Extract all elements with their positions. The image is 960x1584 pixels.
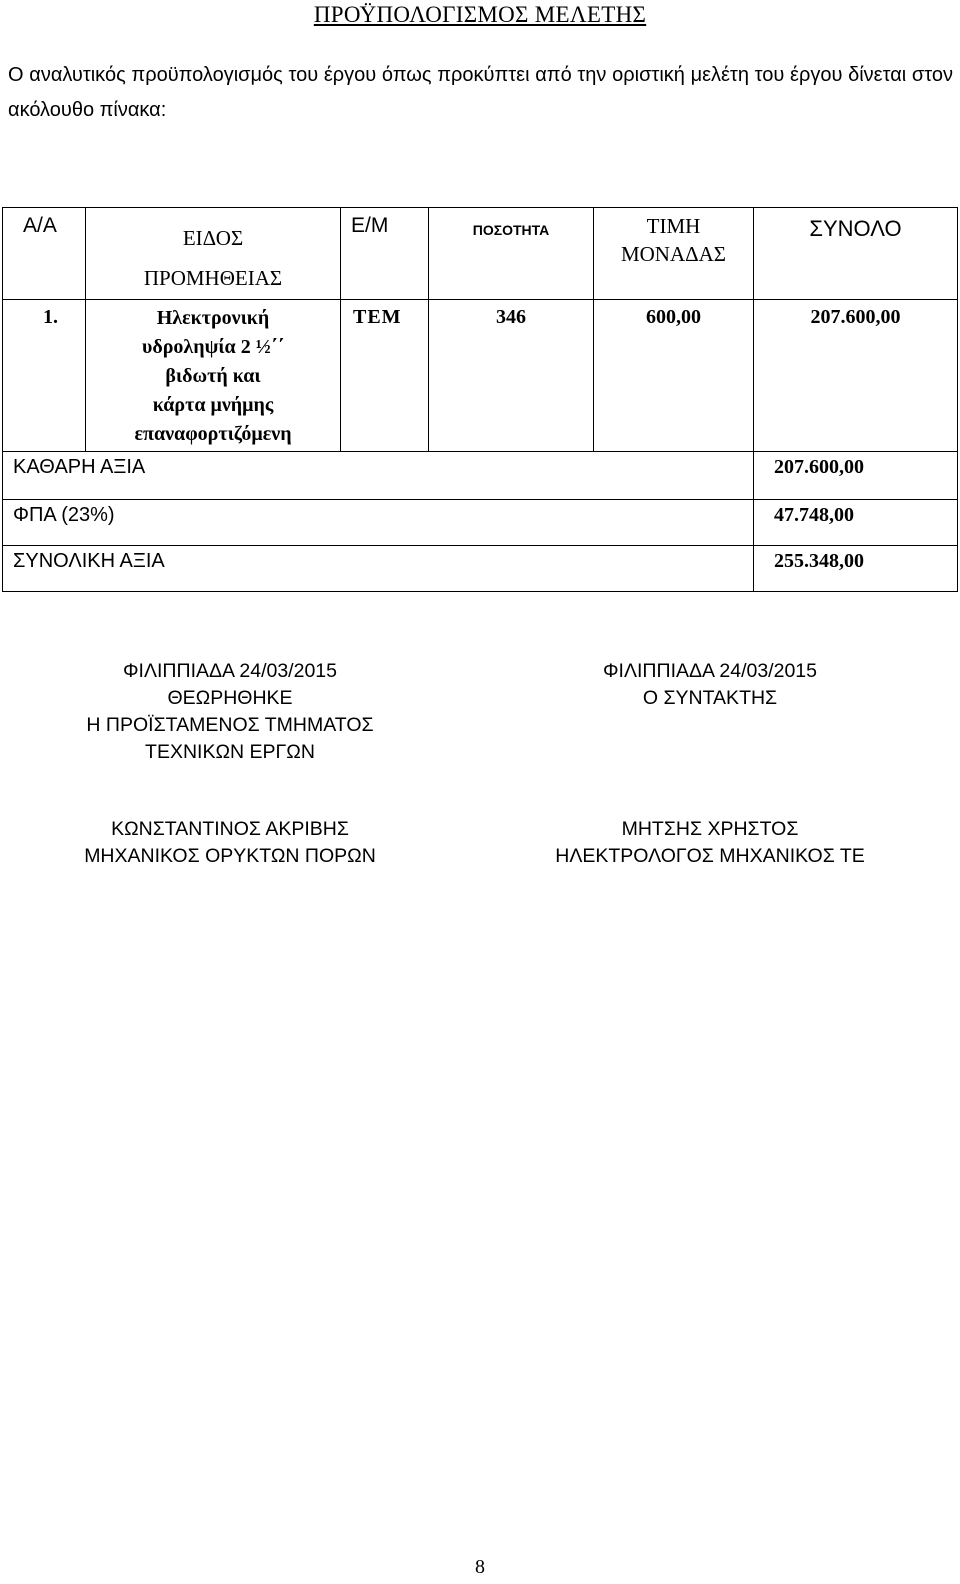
summary-row-vat: [3, 500, 958, 546]
left-title: ΜΗΧΑΝΙΚΟΣ ΟΡΥΚΤΩΝ ΠΟΡΩΝ: [84, 845, 376, 867]
header-posotita: ΠΟΣΟΤΗΤΑ: [429, 208, 594, 300]
summary-label: ΣΥΝΟΛΙΚΗ ΑΞΙΑ: [3, 546, 754, 592]
row-description: [86, 300, 341, 452]
right-date: ΦΙΛΙΠΠΙΑΔΑ 24/03/2015: [603, 660, 817, 682]
header-timi-line2: ΜΟΝΑΔΑΣ: [620, 242, 727, 266]
header-synolo: ΣΥΝΟΛΟ: [754, 208, 958, 300]
left-role-2: Η ΠΡΟΪΣΤΑΜΕΝΟΣ ΤΜΗΜΑΤΟΣ: [86, 714, 374, 736]
left-date: ΦΙΛΙΠΠΙΑΔΑ 24/03/2015: [123, 660, 337, 682]
right-role-1: Ο ΣΥΝΤΑΚΤΗΣ: [642, 687, 778, 709]
right-name: ΜΗΤΣΗΣ ΧΡΗΣΤΟΣ: [621, 818, 799, 840]
header-timi: [594, 208, 754, 300]
desc-line: υδροληψία 2 ½΄΄: [141, 336, 285, 358]
row-total: 207.600,00: [754, 300, 958, 452]
row-em: ΤΕΜ: [341, 300, 429, 452]
row-aa: 1.: [3, 300, 86, 452]
left-role-1: ΘΕΩΡΗΘΗΚΕ: [167, 687, 293, 709]
header-eidos-line1: ΕΙΔΟΣ: [182, 226, 244, 250]
header-eidos-line2: ΠΡΟΜΗΘΕΙΑΣ: [143, 266, 283, 290]
left-role-3: ΤΕΧΝΙΚΩΝ ΕΡΓΩΝ: [145, 741, 315, 763]
page-number: 8: [475, 1556, 485, 1578]
right-signatory: [500, 816, 920, 870]
table-row: [3, 300, 958, 452]
intro-paragraph: Ο αναλυτικός προϋπολογισμός του έργου όπως προκύπτει από την οριστική μελέτη του έργου δίνεται στον ακόλουθο πίνακα:: [8, 64, 953, 121]
desc-line: επαναφορτιζόμενη: [134, 423, 292, 445]
row-quantity: 346: [429, 300, 594, 452]
summary-value: 207.600,00: [754, 452, 958, 500]
header-timi-line1: ΤΙΜΗ: [646, 214, 701, 238]
table-header-row: [3, 208, 958, 300]
budget-table: [2, 207, 958, 592]
left-signature-block: [30, 658, 430, 766]
desc-line: βιδωτή και: [165, 365, 261, 387]
right-title: ΗΛΕΚΤΡΟΛΟΓΟΣ ΜΗΧΑΝΙΚΟΣ ΤΕ: [555, 845, 865, 867]
row-unit-price: 600,00: [594, 300, 754, 452]
header-eidos: [86, 208, 341, 300]
summary-label: ΦΠΑ (23%): [3, 500, 754, 546]
header-em: Ε/Μ: [341, 208, 429, 300]
summary-value: 255.348,00: [754, 546, 958, 592]
summary-row-net: [3, 452, 958, 500]
desc-line: κάρτα μνήμης: [152, 394, 274, 416]
desc-line: Ηλεκτρονική: [156, 307, 270, 329]
summary-row-total: [3, 546, 958, 592]
left-signatory: [20, 816, 440, 870]
right-signature-block: [510, 658, 910, 712]
header-aa: Α/Α: [3, 208, 86, 300]
left-name: ΚΩΝΣΤΑΝΤΙΝΟΣ ΑΚΡΙΒΗΣ: [111, 818, 349, 840]
summary-label: ΚΑΘΑΡΗ ΑΞΙΑ: [3, 452, 754, 500]
summary-value: 47.748,00: [754, 500, 958, 546]
document-title: ΠΡΟΫΠΟΛΟΓΙΣΜΟΣ ΜΕΛΕΤΗΣ: [313, 2, 647, 27]
